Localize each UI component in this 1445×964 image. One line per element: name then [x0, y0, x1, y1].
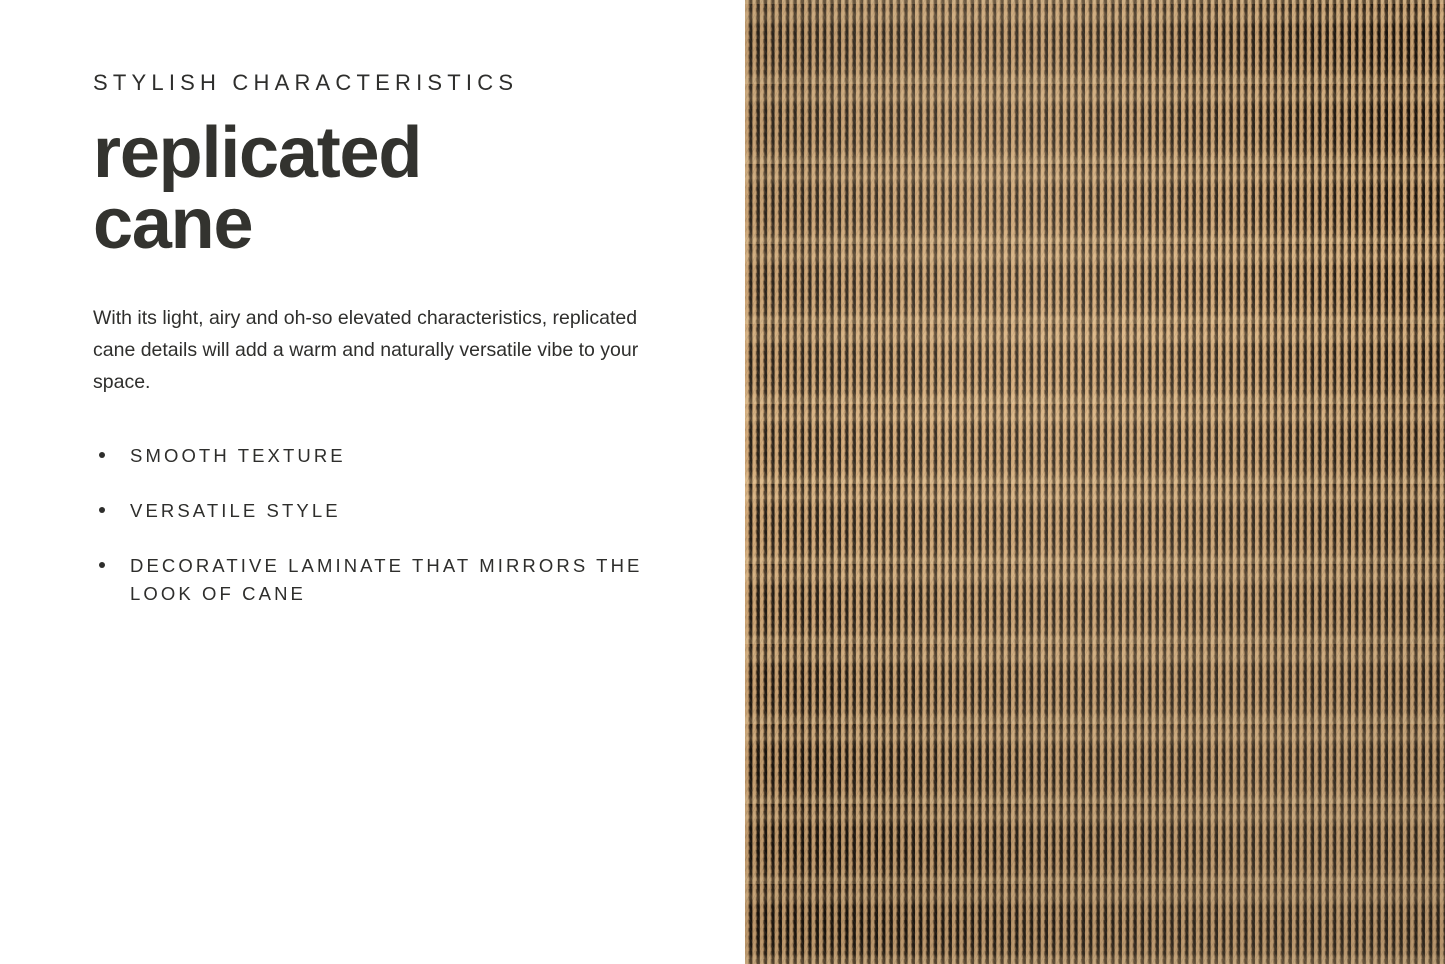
bullet-icon: [99, 452, 105, 458]
list-item: [93, 552, 650, 609]
list-item-label: SMOOTH TEXTURE: [130, 445, 346, 467]
description-paragraph: With its light, airy and oh-so elevated characteristics, replicated cane details will add a warm and naturally versatile vibe to your space.: [93, 307, 639, 393]
list-item: [93, 442, 650, 471]
weave-lighting-overlay: [745, 0, 1445, 964]
woven-cane-texture-image: [745, 0, 1445, 964]
page-title: replicated cane: [93, 113, 422, 264]
bullet-icon: [99, 507, 105, 513]
bullet-icon: [99, 562, 105, 568]
feature-list: [93, 442, 665, 609]
list-item-label: DECORATIVE LAMINATE THAT MIRRORS THE LOOK OF CANE: [130, 554, 643, 605]
list-item: [93, 497, 650, 526]
list-item-label: VERSATILE STYLE: [130, 499, 341, 521]
eyebrow-heading: STYLISH CHARACTERISTICS: [93, 70, 519, 95]
